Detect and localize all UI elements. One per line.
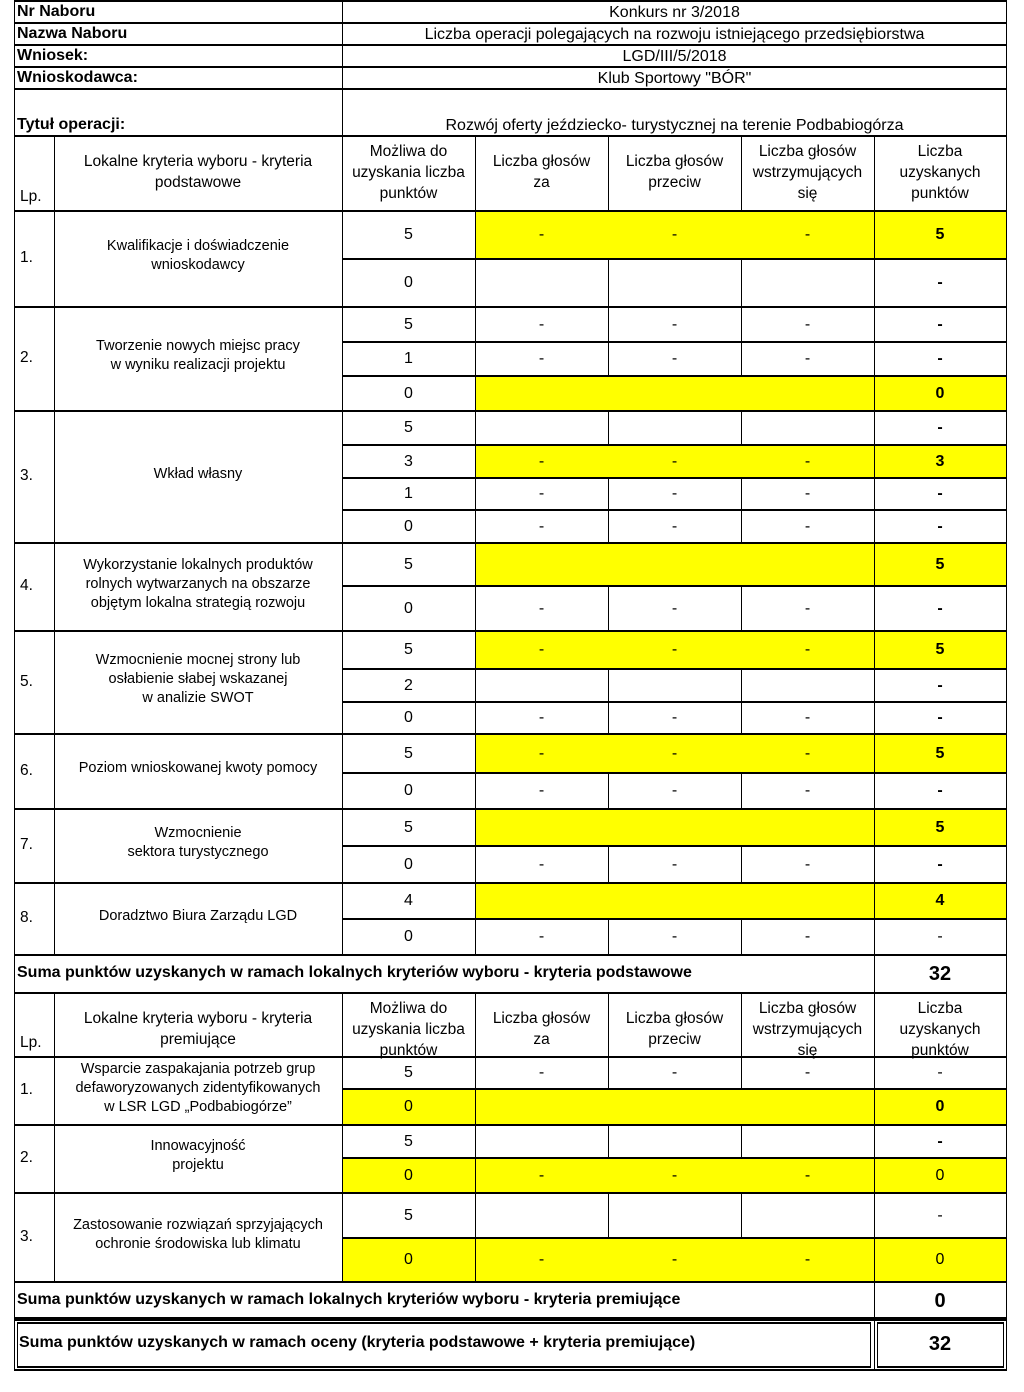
score-cell: - <box>671 226 678 243</box>
possible-points-header: Możliwa do <box>369 143 448 160</box>
score-cell: - <box>538 782 545 799</box>
grid-line <box>14 306 1007 308</box>
score-cell: - <box>671 1251 678 1268</box>
sum-basic-label: Suma punktów uzyskanych w ramach lokalnych kryteriów wyboru - kryteria podstawowe <box>17 964 692 981</box>
criteria-header: Lokalne kryteria wyboru - kryteria <box>83 153 313 170</box>
criterion-text: Wsparcie zaspakajania potrzeb grup <box>80 1060 316 1077</box>
score-cell: - <box>804 641 811 658</box>
score-cell: - <box>538 641 545 658</box>
grid-line <box>342 585 1007 587</box>
obtained-points-header: uzyskanych <box>899 164 981 181</box>
grid-line <box>14 410 1007 412</box>
score-cell: 5 <box>404 1132 413 1150</box>
score-cell: 4 <box>935 892 945 909</box>
criterion-text: w LSR LGD „Podbabiogórze” <box>104 1098 292 1115</box>
criterion-text: Tworzenie nowych miejsc pracy <box>96 338 300 354</box>
grid-line <box>14 1369 1007 1371</box>
criterion-text: w wyniku realizacji projektu <box>110 357 286 373</box>
criterion-text: wnioskodawcy <box>151 257 245 273</box>
score-cell: - <box>937 782 943 799</box>
score-cell: - <box>671 928 678 945</box>
score-cell: - <box>937 517 943 535</box>
score-cell: 5 <box>404 226 413 243</box>
grid-line <box>877 1322 1004 1324</box>
score-cell: 1 <box>404 485 413 502</box>
grid-line <box>1006 1281 1007 1319</box>
score-cell: - <box>671 641 678 658</box>
nazwa-naboru-value: Liczba operacji polegających na rozwoju istniejącego przedsiębiorstwa <box>424 26 925 43</box>
score-cell: - <box>937 928 943 945</box>
score-cell: - <box>804 350 811 367</box>
grid-line <box>14 1192 1007 1194</box>
score-cell: - <box>937 1064 943 1081</box>
possible-points-header: punktów <box>379 185 438 202</box>
highlight-cell <box>476 884 874 918</box>
score-cell: 3 <box>404 452 413 470</box>
criterion-number: 2. <box>20 349 33 366</box>
criterion-text: sektora turystycznego <box>127 844 269 860</box>
score-cell: - <box>671 1064 678 1081</box>
sum-total-label: Suma punktów uzyskanych w ramach oceny (kryteria podstawowe + kryteria premiujące) <box>19 1334 696 1351</box>
lp-header: Lp. <box>20 188 42 205</box>
score-cell: - <box>671 485 678 502</box>
score-cell: 2 <box>404 676 413 694</box>
votes-abstain-header: Liczba głosów <box>758 143 857 160</box>
score-cell: 0 <box>404 384 413 402</box>
score-cell: - <box>804 744 811 762</box>
grid-line <box>342 509 1007 511</box>
score-cell: - <box>804 855 811 873</box>
obtained-points-header: Liczba <box>917 1000 963 1017</box>
wniosek-label: Wniosek: <box>17 47 89 64</box>
score-cell: 0 <box>935 1251 945 1268</box>
criterion-number: 4. <box>20 577 33 594</box>
score-cell: 0 <box>935 1166 945 1184</box>
grid-line <box>877 1366 1004 1368</box>
votes-abstain-header: Liczba głosów <box>758 1000 857 1017</box>
criteria-header: podstawowe <box>154 174 242 191</box>
obtained-points-header: punktów <box>911 185 969 202</box>
score-cell: 5 <box>404 641 413 658</box>
criterion-number: 2. <box>20 1149 33 1166</box>
votes-abstain-header: wstrzymujących <box>752 1021 863 1038</box>
grid-line <box>14 135 15 212</box>
wnioskodawca-value: Klub Sportowy "BÓR" <box>597 70 752 87</box>
grid-line <box>1006 210 1007 956</box>
votes-for-header: za <box>533 174 550 191</box>
score-cell: - <box>538 485 545 502</box>
grid-line <box>17 1366 871 1368</box>
grid-line <box>14 1319 1007 1321</box>
criterion-number: 1. <box>20 1081 33 1098</box>
score-cell: - <box>937 419 943 436</box>
score-cell: 5 <box>404 419 413 436</box>
grid-line <box>14 210 15 956</box>
grid-line <box>17 1322 871 1324</box>
grid-line <box>1006 135 1007 212</box>
score-cell: - <box>937 676 943 694</box>
criterion-text: projektu <box>172 1157 224 1173</box>
score-cell: - <box>671 599 678 617</box>
score-cell: - <box>538 1064 545 1081</box>
grid-line <box>14 954 1007 956</box>
grid-line <box>1006 1319 1007 1371</box>
grid-line <box>342 258 1007 260</box>
score-cell: - <box>538 1251 545 1268</box>
score-cell: - <box>538 599 545 617</box>
grid-line <box>14 1281 1007 1283</box>
criterion-text: Wzmocnienie <box>154 825 242 841</box>
score-cell: 5 <box>935 641 945 658</box>
score-cell: 0 <box>404 1166 413 1184</box>
possible-points-header: uzyskania liczba <box>352 1021 465 1038</box>
score-cell: 3 <box>935 452 945 470</box>
obtained-points-header: Liczba <box>917 143 963 160</box>
score-cell: - <box>937 1206 943 1224</box>
grid-line <box>1006 0 1007 137</box>
score-cell: 5 <box>935 555 945 573</box>
grid-line <box>342 341 1007 343</box>
criterion-text: objętym lokalna strategią rozwoju <box>90 594 306 611</box>
score-cell: - <box>804 452 811 470</box>
grid-line <box>342 918 1007 920</box>
score-cell: 5 <box>404 1064 413 1081</box>
highlight-cell <box>476 377 874 410</box>
score-cell: - <box>538 744 545 762</box>
votes-abstain-header: się <box>797 185 818 202</box>
votes-against-header: Liczba głosów <box>625 1010 724 1027</box>
score-cell: 0 <box>404 274 413 291</box>
wnioskodawca-label: Wnioskodawca: <box>17 69 138 86</box>
grid-line <box>14 954 15 994</box>
criterion-text: ochronie środowiska lub klimatu <box>95 1235 301 1252</box>
score-cell: - <box>804 709 811 726</box>
grid-line <box>14 1124 1007 1126</box>
score-cell: 5 <box>404 315 413 333</box>
votes-against-header: przeciw <box>648 174 701 191</box>
votes-against-header: Liczba głosów <box>625 153 724 170</box>
score-cell: - <box>804 226 811 243</box>
score-cell: 0 <box>404 855 413 873</box>
score-cell: - <box>937 599 943 617</box>
criterion-text: Wkład własny <box>153 465 243 482</box>
grid-line <box>17 1322 18 1368</box>
criterion-number: 6. <box>20 761 33 779</box>
grid-line <box>342 477 1007 479</box>
score-cell: 5 <box>404 818 413 836</box>
score-cell: 0 <box>404 599 413 617</box>
score-cell: 5 <box>404 555 413 573</box>
tytul-operacji-label: Tytuł operacji: <box>17 116 126 133</box>
criterion-text: Kwalifikacje i doświadczenie <box>106 238 290 254</box>
score-cell: 5 <box>935 744 945 762</box>
possible-points-header: Możliwa do <box>369 1000 448 1017</box>
grid-line <box>342 668 1007 670</box>
score-cell: 0 <box>404 928 413 945</box>
criteria-header: Lokalne kryteria wyboru - kryteria <box>83 1010 313 1027</box>
score-cell: 0 <box>404 1098 413 1115</box>
grid-line <box>14 0 15 137</box>
score-cell: 0 <box>935 1098 945 1115</box>
grid-line <box>1006 992 1007 1058</box>
lp-header: Lp. <box>20 1034 42 1051</box>
score-cell: 0 <box>404 517 413 535</box>
score-cell: - <box>538 855 545 873</box>
criterion-text: rolnych wytwarzanych na obszarze <box>85 575 311 592</box>
grid-line <box>14 992 15 1058</box>
criterion-number: 3. <box>20 467 33 484</box>
votes-against-header: przeciw <box>648 1031 701 1048</box>
score-cell: 5 <box>404 1206 413 1224</box>
score-cell: - <box>538 350 545 367</box>
sum-premium-label: Suma punktów uzyskanych w ramach lokalnych kryteriów wyboru - kryteria premiujące <box>17 1291 681 1308</box>
score-cell: - <box>671 744 678 762</box>
criterion-text: osłabienie słabej wskazanej <box>108 671 288 687</box>
tytul-operacji-value: Rozwój oferty jeździecko- turystycznej na terenie Podbabiogórza <box>445 117 904 134</box>
grid-line <box>14 1281 15 1319</box>
highlight-cell <box>476 544 874 585</box>
votes-for-header: Liczba głosów <box>492 1010 591 1027</box>
score-cell: - <box>937 315 943 333</box>
score-cell: - <box>538 709 545 726</box>
score-cell: - <box>671 1166 678 1184</box>
criterion-number: 8. <box>20 909 33 926</box>
score-cell: 0 <box>404 1251 413 1268</box>
criterion-number: 5. <box>20 672 33 690</box>
score-cell: - <box>671 350 678 367</box>
score-cell: 0 <box>935 384 945 402</box>
obtained-points-header: uzyskanych <box>899 1021 981 1038</box>
criterion-number: 3. <box>20 1227 33 1245</box>
sum-basic-value: 32 <box>928 963 952 985</box>
score-cell: - <box>804 1064 811 1081</box>
nr-naboru-value: Konkurs nr 3/2018 <box>609 4 740 21</box>
score-cell: - <box>538 1166 545 1184</box>
score-cell: - <box>538 517 545 535</box>
grid-line <box>342 845 1007 847</box>
criterion-text: Wzmocnienie mocnej strony lub <box>95 652 301 668</box>
grid-line <box>342 701 1007 703</box>
criterion-text: Zastosowanie rozwiązań sprzyjających <box>73 1216 323 1233</box>
grid-line <box>14 992 1007 994</box>
score-cell: 4 <box>404 892 413 909</box>
obtained-points-header: punktów <box>911 1042 969 1059</box>
score-cell: - <box>538 928 545 945</box>
score-cell: - <box>538 226 545 243</box>
grid-line <box>1006 954 1007 994</box>
score-cell: - <box>937 709 943 726</box>
score-cell: - <box>804 485 811 502</box>
score-cell: - <box>804 1251 811 1268</box>
possible-points-header: uzyskania liczba <box>352 164 465 181</box>
score-cell: - <box>804 782 811 799</box>
criterion-number: 7. <box>20 836 33 853</box>
possible-points-header: punktów <box>379 1042 438 1059</box>
wniosek-value: LGD/III/5/2018 <box>622 48 727 65</box>
score-cell: - <box>671 855 678 873</box>
nr-naboru-label: Nr Naboru <box>17 3 96 20</box>
score-cell: - <box>538 315 545 333</box>
score-cell: - <box>671 315 678 333</box>
score-cell: 0 <box>404 709 413 726</box>
score-cell: - <box>804 1166 811 1184</box>
votes-for-header: za <box>533 1031 550 1048</box>
score-cell: - <box>671 709 678 726</box>
criterion-text: Doradztwo Biura Zarządu LGD <box>98 907 298 924</box>
votes-abstain-header: wstrzymujących <box>752 164 863 181</box>
votes-abstain-header: się <box>797 1042 818 1059</box>
highlight-cell <box>476 1090 874 1124</box>
grid-line <box>1006 1056 1007 1283</box>
score-cell: - <box>804 517 811 535</box>
score-cell: 5 <box>404 744 413 762</box>
votes-for-header: Liczba głosów <box>492 153 591 170</box>
score-cell: - <box>937 350 943 367</box>
score-cell: 0 <box>404 782 413 799</box>
score-cell: 1 <box>404 350 413 367</box>
score-cell: - <box>937 1132 943 1150</box>
score-cell: - <box>804 599 811 617</box>
sum-total-value: 32 <box>928 1333 952 1355</box>
score-cell: - <box>937 855 943 873</box>
criterion-text: Innowacyjność <box>150 1138 246 1154</box>
criterion-text: Wykorzystanie lokalnych produktów <box>83 556 313 573</box>
grid-line <box>14 1056 15 1283</box>
criterion-text: Poziom wnioskowanej kwoty pomocy <box>78 760 318 776</box>
score-cell: - <box>937 274 943 291</box>
criterion-text: defaworyzowanych zidentyfikowanych <box>75 1079 321 1096</box>
criterion-text: w analizie SWOT <box>142 690 254 706</box>
criteria-header: premiujące <box>160 1031 236 1048</box>
grid-line <box>342 772 1007 774</box>
score-cell: - <box>671 452 678 470</box>
grid-line <box>870 1322 871 1368</box>
header-top-line <box>14 0 1007 2</box>
grid-line <box>14 1319 15 1371</box>
score-cell: 5 <box>935 226 945 243</box>
nazwa-naboru-label: Nazwa Naboru <box>17 25 128 42</box>
score-cell: - <box>804 928 811 945</box>
score-cell: - <box>671 782 678 799</box>
criterion-number: 1. <box>20 249 33 266</box>
score-cell: - <box>671 517 678 535</box>
sum-premium-value: 0 <box>934 1290 946 1312</box>
score-cell: 5 <box>935 818 945 836</box>
score-cell: - <box>937 485 943 502</box>
highlight-cell <box>476 810 874 845</box>
score-cell: - <box>804 315 811 333</box>
score-cell: - <box>538 452 545 470</box>
